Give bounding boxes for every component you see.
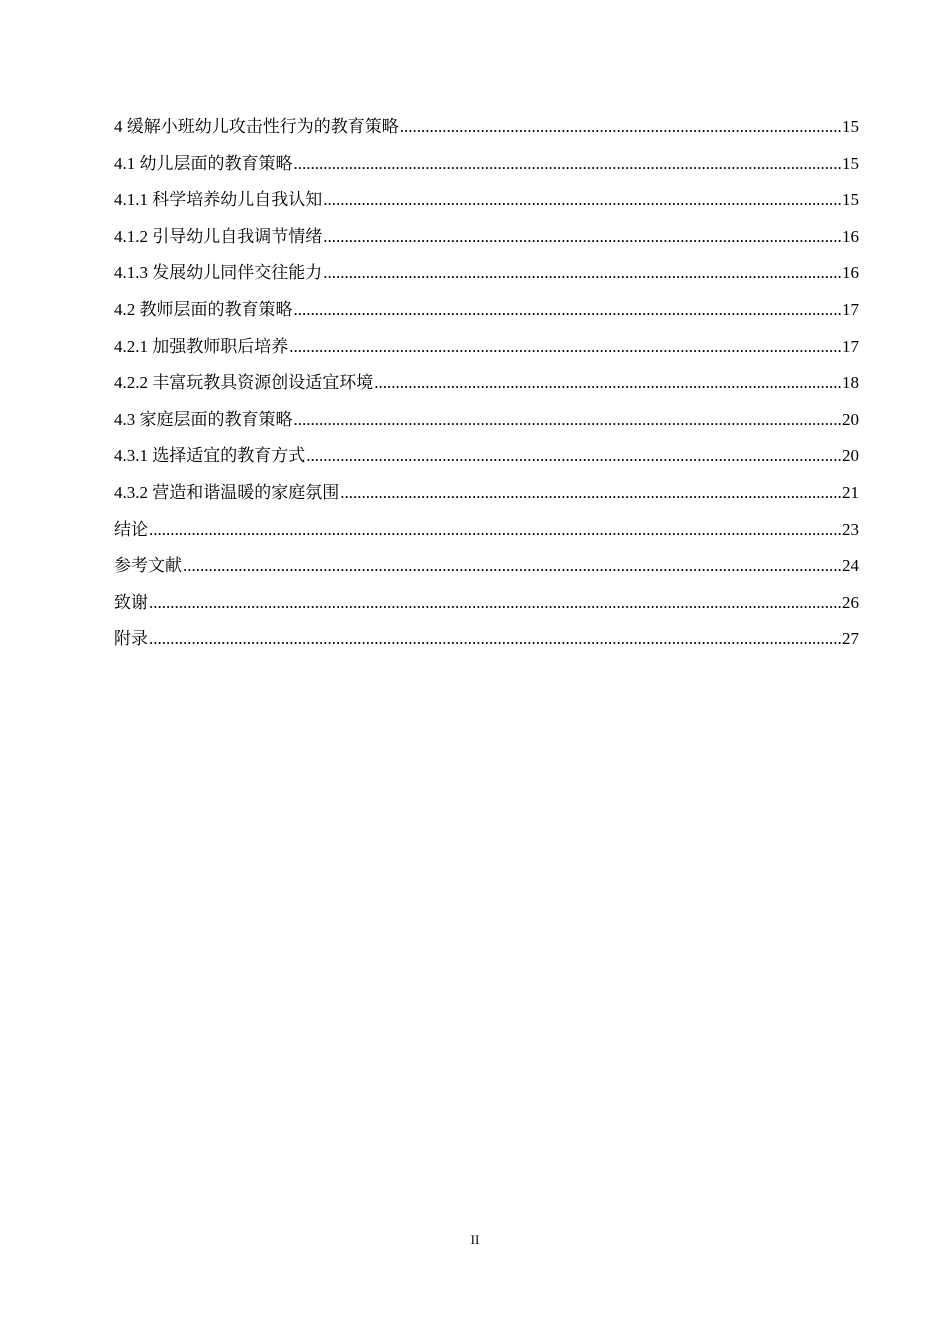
toc-entry-title: 4.3.1 选择适宜的教育方式 <box>114 446 306 466</box>
toc-entry[interactable] <box>114 371 859 408</box>
toc-entry[interactable] <box>114 261 859 298</box>
toc-entry-title: 4.1.2 引导幼儿自我调节情绪 <box>114 226 323 246</box>
toc-dot-leader <box>149 591 841 615</box>
toc-dot-leader <box>149 627 841 651</box>
toc-entry-page: 24 <box>842 556 859 576</box>
toc-entry-page: 26 <box>842 592 859 612</box>
toc-entry-page: 17 <box>842 336 859 356</box>
toc-entry-page: 18 <box>842 373 859 393</box>
toc-dot-leader <box>374 371 841 395</box>
toc-entry-page: 20 <box>842 446 859 466</box>
toc-dot-leader <box>183 554 841 578</box>
toc-entry-page: 15 <box>842 117 859 136</box>
toc-entry-title: 致谢 <box>114 592 148 612</box>
toc-dot-leader <box>294 408 842 432</box>
toc-dot-leader <box>306 444 841 468</box>
table-of-contents <box>114 115 859 664</box>
toc-dot-leader <box>323 261 841 285</box>
toc-entry-page: 23 <box>842 519 859 539</box>
toc-entry-title: 4.1 幼儿层面的教育策略 <box>114 153 293 173</box>
toc-dot-leader <box>323 225 841 249</box>
toc-entry-title: 4.3.2 营造和谐温暖的家庭氛围 <box>114 482 340 502</box>
toc-dot-leader <box>400 115 841 139</box>
toc-entry[interactable] <box>114 225 859 262</box>
toc-entry[interactable] <box>114 554 859 591</box>
toc-entry-title: 4.2.1 加强教师职后培养 <box>114 336 289 356</box>
toc-entry[interactable] <box>114 152 859 189</box>
toc-entry-title: 结论 <box>114 519 148 539</box>
toc-entry-title: 4.1.1 科学培养幼儿自我认知 <box>114 190 323 210</box>
toc-entry-title: 4.3 家庭层面的教育策略 <box>114 409 293 429</box>
toc-entry[interactable] <box>114 481 859 518</box>
toc-entry-page: 20 <box>842 409 859 429</box>
toc-entry[interactable] <box>114 188 859 225</box>
toc-entry[interactable] <box>114 408 859 445</box>
toc-dot-leader <box>289 335 841 359</box>
toc-entry-title: 4.2.2 丰富玩教具资源创设适宜环境 <box>114 373 374 393</box>
toc-entry-title: 4.2 教师层面的教育策略 <box>114 299 293 319</box>
toc-entry-title: 4 缓解小班幼儿攻击性行为的教育策略 <box>114 117 399 136</box>
page-number: II <box>470 1232 480 1247</box>
toc-dot-leader <box>149 518 841 542</box>
toc-entry-title: 参考文献 <box>114 556 182 576</box>
toc-entry[interactable] <box>114 627 859 664</box>
toc-entry[interactable] <box>114 518 859 555</box>
toc-entry-page: 21 <box>842 482 859 502</box>
toc-dot-leader <box>294 152 842 176</box>
toc-entry-page: 17 <box>842 299 859 319</box>
toc-entry[interactable] <box>114 444 859 481</box>
toc-entry-page: 15 <box>842 190 859 210</box>
toc-entry-page: 16 <box>842 263 859 283</box>
toc-entry-title: 附录 <box>114 629 148 649</box>
toc-entry[interactable] <box>114 591 859 628</box>
toc-entry-page: 15 <box>842 153 859 173</box>
toc-dot-leader <box>340 481 841 505</box>
toc-entry[interactable] <box>114 298 859 335</box>
toc-dot-leader <box>323 188 841 212</box>
toc-entry[interactable] <box>114 335 859 372</box>
toc-entry[interactable] <box>114 115 859 152</box>
toc-dot-leader <box>294 298 842 322</box>
toc-entry-page: 27 <box>842 629 859 649</box>
toc-entry-title: 4.1.3 发展幼儿同伴交往能力 <box>114 263 323 283</box>
toc-entry-page: 16 <box>842 226 859 246</box>
